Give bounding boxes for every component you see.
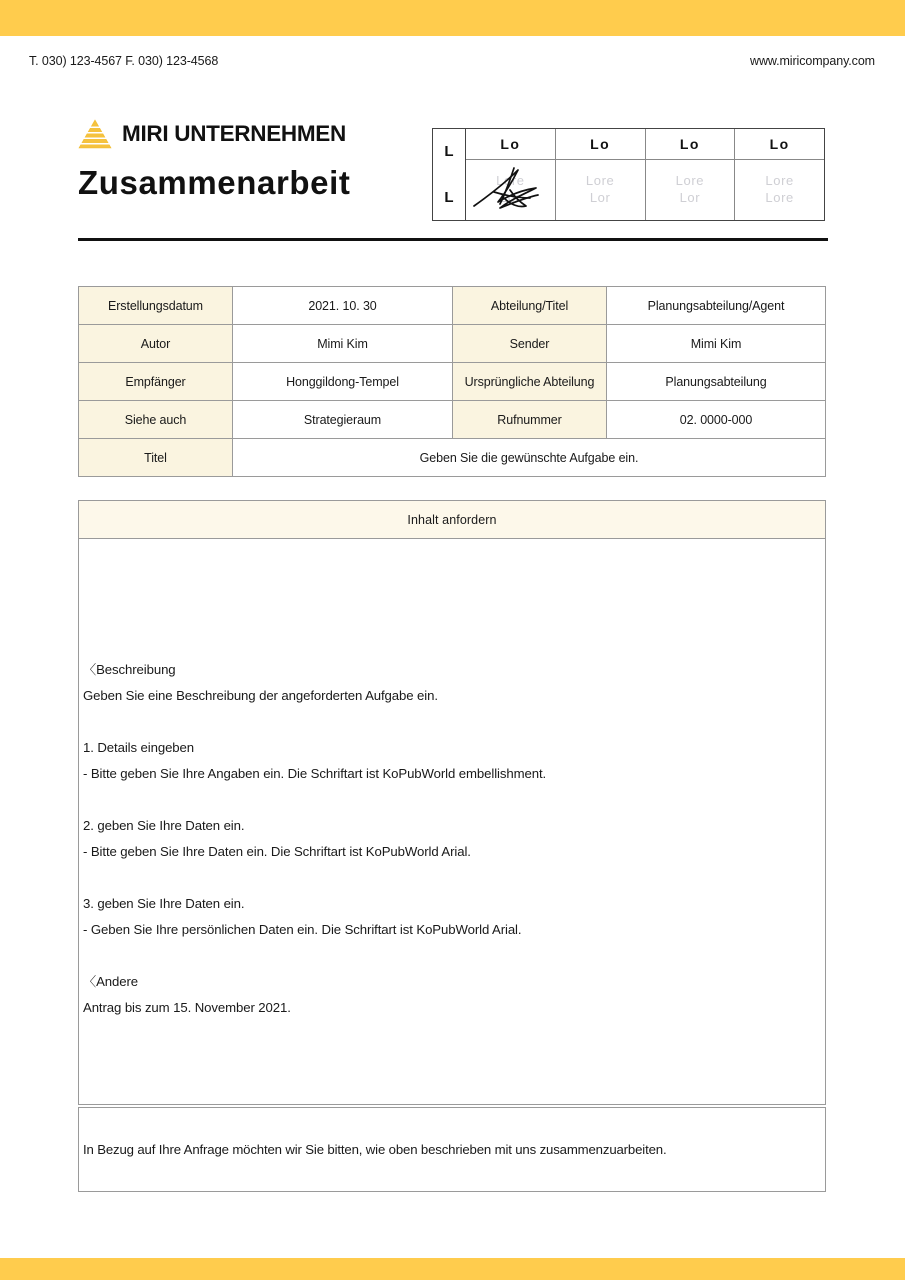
approval-column-1[interactable] (556, 129, 646, 220)
approval-column-1-head: Lo (556, 129, 645, 160)
meta-value-department-title: Planungsabteilung/Agent (607, 287, 826, 325)
table-row (79, 287, 826, 325)
content-line-12: 〈Andere (83, 974, 139, 989)
content-line-11 (83, 943, 825, 969)
approval-column-2-head: Lo (646, 129, 735, 160)
approval-column-2[interactable] (646, 129, 736, 220)
approval-column-3-line-0: Lore (765, 173, 794, 189)
meta-value-creation-date: 2021. 10. 30 (233, 287, 453, 325)
approval-side-label-1: L (444, 188, 454, 206)
meta-label-creation-date: Erstellungsdatum (79, 287, 233, 325)
content-line-10: - Geben Sie Ihre persönlichen Daten ein. Die Schriftart ist KoPubWorld Arial. (83, 922, 522, 937)
content-section-body[interactable] (78, 539, 826, 1105)
brand-block (78, 118, 438, 202)
content-line-2 (83, 709, 825, 735)
approval-column-2-line-1: Lor (679, 190, 701, 205)
content-line-9: 3. geben Sie Ihre Daten ein. (83, 896, 245, 911)
content-section-header: Inhalt anfordern (78, 500, 826, 539)
approval-column-3-line-1: Lore (765, 190, 794, 205)
company-website-text: www.miricompany.com (750, 54, 875, 68)
meta-value-title: Geben Sie die gewünschte Aufgabe ein. (233, 439, 826, 477)
approval-column-1-line-1: Lor (589, 190, 611, 205)
meta-value-see-also: Strategieraum (233, 401, 453, 439)
content-line-0: 〈Beschreibung (83, 662, 176, 677)
approval-column-2-line-0: Lore (675, 173, 705, 189)
approval-column-3[interactable] (735, 129, 824, 220)
table-row (79, 401, 826, 439)
approval-column-3-body[interactable] (735, 160, 824, 220)
meta-label-title: Titel (79, 439, 233, 477)
approval-column-0-line-0: Lore (496, 173, 525, 189)
approval-column-0-body[interactable] (466, 160, 555, 220)
table-row (79, 363, 826, 401)
content-line-13: Antrag bis zum 15. November 2021. (83, 1000, 291, 1015)
header-contact-row (0, 54, 905, 70)
meta-label-origin-department: Ursprüngliche Abteilung (453, 363, 607, 401)
approval-side-column (433, 129, 466, 220)
approval-column-3-head: Lo (735, 129, 824, 160)
brand-row (78, 118, 438, 150)
approval-signature-box (432, 128, 825, 221)
content-line-5 (83, 787, 825, 813)
meta-label-department-title: Abteilung/Titel (453, 287, 607, 325)
meta-label-sender: Sender (453, 325, 607, 363)
meta-value-origin-department: Planungsabteilung (607, 363, 826, 401)
content-line-3: 1. Details eingeben (83, 740, 195, 755)
approval-column-1-line-0: Lore (585, 173, 615, 189)
meta-label-author: Autor (79, 325, 233, 363)
meta-value-sender: Mimi Kim (607, 325, 826, 363)
document-metadata-table (78, 286, 826, 477)
approval-side-label-0: L (444, 143, 454, 161)
content-line-1: Geben Sie eine Beschreibung der angeforderten Aufgabe ein. (83, 688, 438, 703)
approval-columns (466, 129, 824, 220)
approval-column-2-body[interactable] (646, 160, 735, 220)
top-accent-bar (0, 0, 905, 36)
meta-value-recipient: Honggildong-Tempel (233, 363, 453, 401)
meta-value-phone-number: 02. 0000-000 (607, 401, 826, 439)
approval-column-0-head: Lo (466, 129, 555, 160)
table-row (79, 325, 826, 363)
document-title: Zusammenarbeit (78, 164, 351, 201)
meta-label-phone-number: Rufnummer (453, 401, 607, 439)
company-name-text: MIRI UNTERNEHMEN (122, 121, 346, 146)
pyramid-logo-icon (78, 119, 112, 149)
meta-value-author: Mimi Kim (233, 325, 453, 363)
table-row (79, 439, 826, 477)
content-line-7: - Bitte geben Sie Ihre Daten ein. Die Schriftart ist KoPubWorld Arial. (83, 844, 471, 859)
meta-label-see-also: Siehe auch (79, 401, 233, 439)
approval-column-1-body[interactable] (556, 160, 645, 220)
meta-label-recipient: Empfänger (79, 363, 233, 401)
company-phone-text: T. 030) 123-4567 F. 030) 123-4568 (29, 54, 219, 68)
bottom-accent-bar (0, 1258, 905, 1280)
closing-statement-text: In Bezug auf Ihre Anfrage möchten wir Sie bitten, wie oben beschrieben mit uns zusammenzuarbeiten. (83, 1142, 667, 1157)
content-line-8 (83, 865, 825, 891)
closing-statement-box (78, 1107, 826, 1192)
content-line-6: 2. geben Sie Ihre Daten ein. (83, 818, 245, 833)
content-line-4: - Bitte geben Sie Ihre Angaben ein. Die Schriftart ist KoPubWorld embellishment. (83, 766, 547, 781)
approval-column-0-line-1: Lor (500, 190, 521, 205)
approval-column-0[interactable] (466, 129, 556, 220)
title-divider-rule (78, 238, 828, 241)
